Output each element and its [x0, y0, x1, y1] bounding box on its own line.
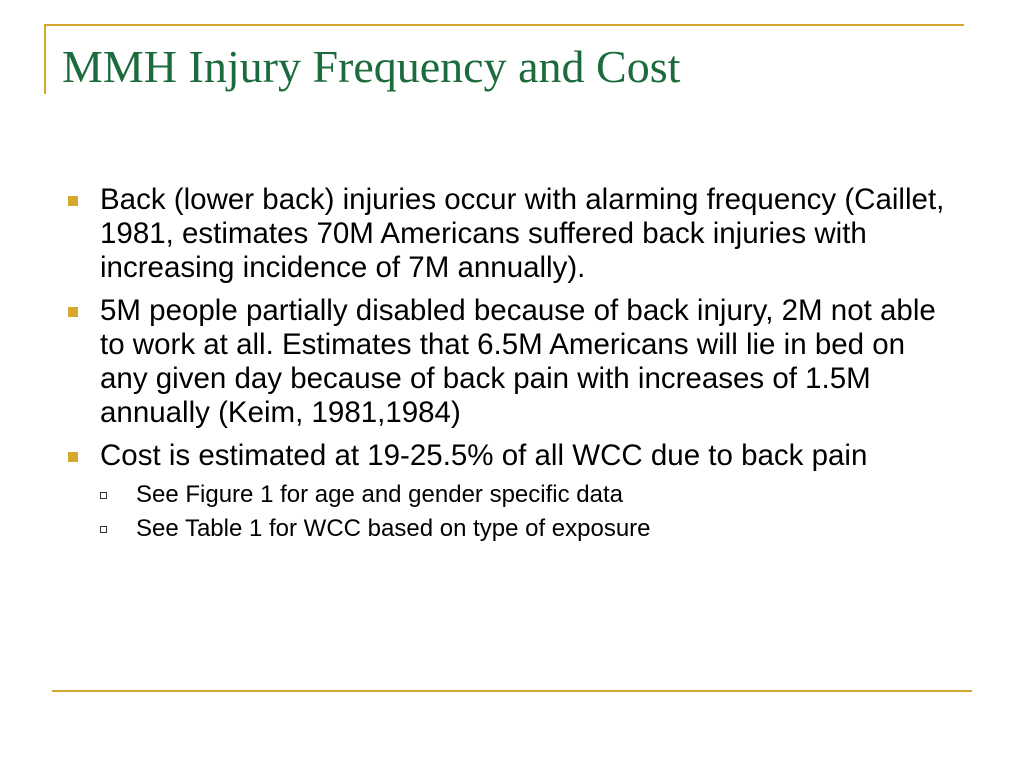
bullet-text: 5M people partially disabled because of back injury, 2M not able to work at all. Estimates that 6.5M Americans will lie in bed on any given day because of back pain with increases of 1.5M annually (Keim, 1981,1984)	[100, 294, 936, 429]
square-bullet-icon	[68, 452, 78, 462]
bottom-accent-rule	[52, 690, 972, 692]
bullet-text: Cost is estimated at 19-25.5% of all WCC due to back pain	[100, 439, 868, 472]
hollow-square-bullet-icon	[100, 526, 107, 533]
top-accent-rule	[44, 24, 964, 26]
bullet-item	[60, 183, 960, 285]
bullet-item	[60, 294, 960, 430]
sub-bullet-text: See Table 1 for WCC based on type of exposure	[136, 515, 651, 542]
left-accent-rule	[44, 24, 46, 94]
square-bullet-icon	[68, 307, 78, 317]
sub-bullet-text: See Figure 1 for age and gender specific data	[136, 481, 623, 508]
hollow-square-bullet-icon	[100, 492, 107, 499]
bullet-item	[60, 439, 960, 545]
bullet-text: Back (lower back) injuries occur with alarming frequency (Caillet, 1981, estimates 70M Americans suffered back injuries with increasing incidence of 7M annually).	[100, 183, 945, 284]
sub-bullet-item	[100, 479, 960, 511]
sub-bullet-list	[100, 479, 960, 545]
slide-title: MMH Injury Frequency and Cost	[62, 41, 681, 92]
sub-bullet-item	[100, 513, 960, 545]
square-bullet-icon	[68, 196, 78, 206]
bullet-list	[60, 183, 960, 554]
